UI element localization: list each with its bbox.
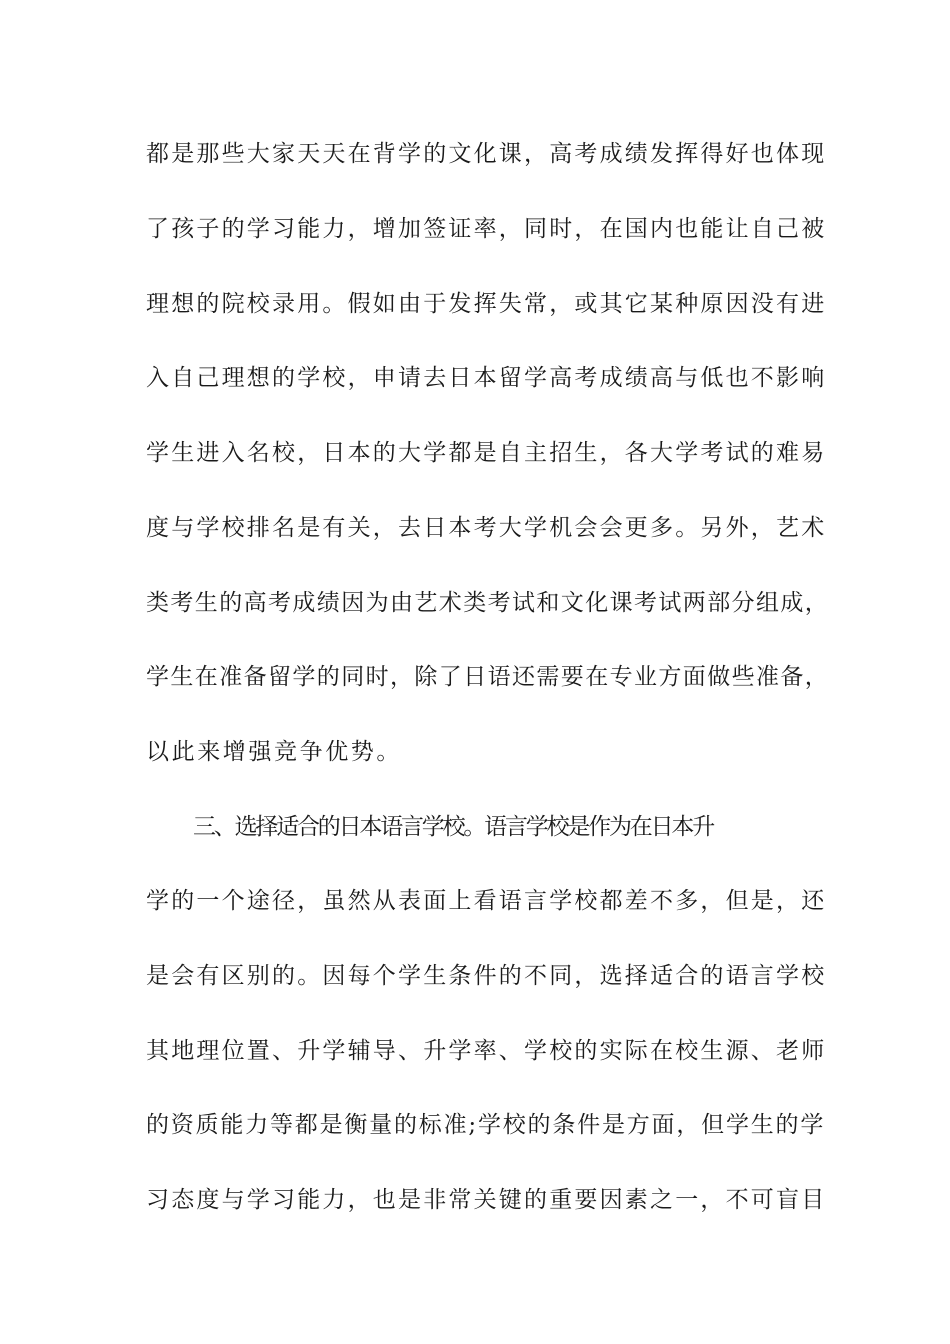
text-line-15: 习态度与学习能力，也是非常关键的重要因素之一，不可盲目 xyxy=(146,1187,827,1213)
text-line-10: 三、选择适合的日本语言学校。语言学校是作为在日本升 xyxy=(193,814,714,840)
text-line-8: 学生在准备留学的同时，除了日语还需要在专业方面做些准备， xyxy=(146,664,830,690)
text-line-13: 其地理位置、升学辅导、升学率、学校的实际在校生源、老师 xyxy=(146,1038,827,1064)
text-line-11: 学的一个途径，虽然从表面上看语言学校都差不多，但是，还 xyxy=(146,888,827,914)
text-line-1: 都是那些大家天天在背学的文化课，高考成绩发挥得好也体现 xyxy=(146,141,827,167)
text-line-3: 理想的院校录用。假如由于发挥失常，或其它某种原因没有进 xyxy=(146,291,827,317)
text-line-14: 的资质能力等都是衡量的标准;学校的条件是方面，但学生的学 xyxy=(146,1112,826,1138)
text-line-7: 类考生的高考成绩因为由艺术类考试和文化课考试两部分组成， xyxy=(146,590,830,616)
text-line-6: 度与学校排名是有关，去日本考大学机会会更多。另外，艺术 xyxy=(146,515,827,541)
text-line-12: 是会有区别的。因每个学生条件的不同，选择适合的语言学校 xyxy=(146,963,827,989)
text-line-4: 入自己理想的学校，申请去日本留学高考成绩高与低也不影响 xyxy=(146,365,827,391)
text-line-9: 以此来增强竞争优势。 xyxy=(146,739,402,765)
text-line-2: 了孩子的学习能力，增加签证率，同时，在国内也能让自己被 xyxy=(146,216,827,242)
text-line-5: 学生进入名校，日本的大学都是自主招生，各大学考试的难易 xyxy=(146,440,827,466)
